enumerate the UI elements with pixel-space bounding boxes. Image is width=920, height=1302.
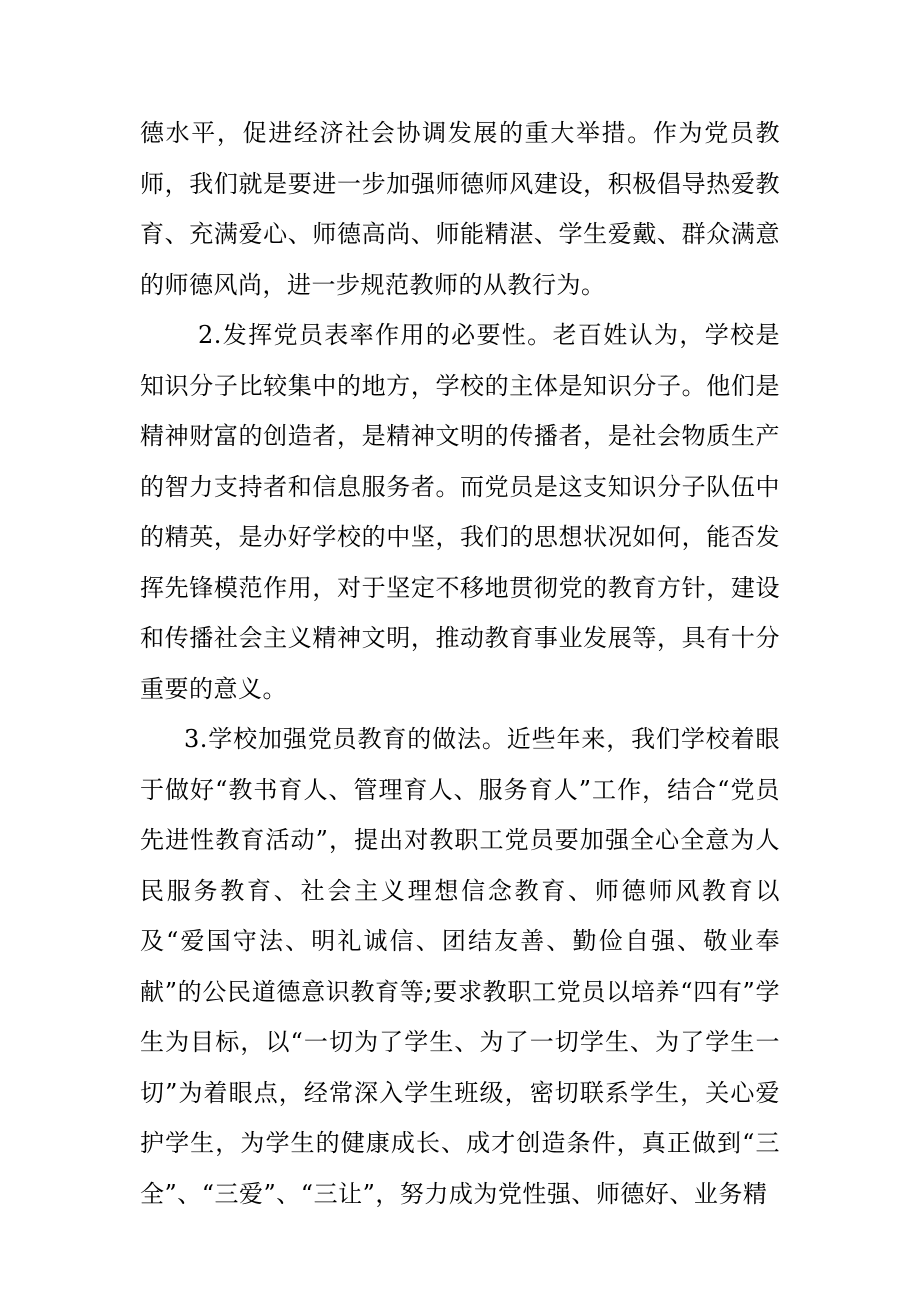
paragraph-point-3: 3.学校加强党员教育的做法。近些年来，我们学校着眼于做好“教书育人、管理育人、服务育人”工作，结合“党员先进性教育活动”，提出对教职工党员要加强全心全意为人民服务教育、社会主义理想信念教育、师德师风教育以及“爱国守法、明礼诚信、团结友善、勤俭自强、敬业奉献”的公民道德意识教育等;要求教职工党员以培养“四有”学生为目标，以“一切为了学生、为了一切学生、为了学生一切”为着眼点，经常深入学生班级，密切联系学生，关心爱护学生，为学生的健康成长、成才创造条件，真正做到“三全”、“三爱”、“三让”，努力成为党性强、师德好、业务精 — [140, 725, 780, 1208]
document-body — [140, 108, 780, 1219]
paragraph-continuation: 德水平，促进经济社会协调发展的重大举措。作为党员教师，我们就是要进一步加强师德师风建设，积极倡导热爱教育、充满爱心、师德高尚、师能精湛、学生爱戴、群众满意的师德风尚，进一步规范教师的从教行为。 — [140, 119, 780, 299]
paragraph-point-2: 2.发挥党员表率作用的必要性。老百姓认为，学校是知识分子比较集中的地方，学校的主体是知识分子。他们是精神财富的创造者，是精神文明的传播者，是社会物质生产的智力支持者和信息服务者。而党员是这支知识分子队伍中的精英，是办好学校的中坚，我们的思想状况如何，能否发挥先锋模范作用，对于坚定不移地贯彻党的教育方针，建设和传播社会主义精神文明，推动教育事业发展等，具有十分重要的意义。 — [140, 321, 780, 703]
